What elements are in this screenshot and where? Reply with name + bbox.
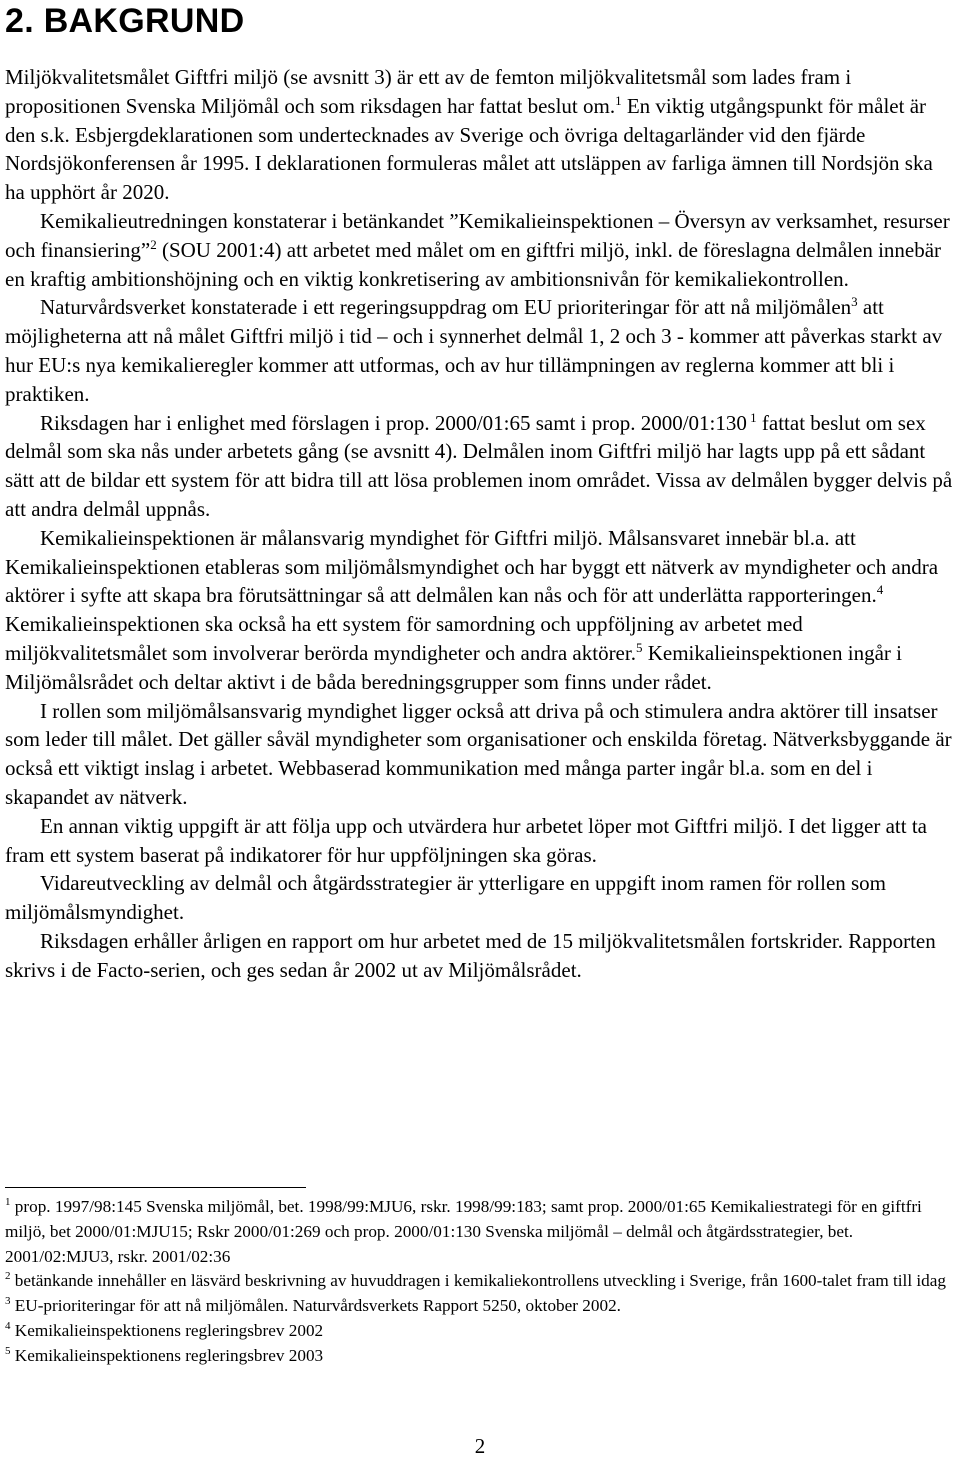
body-paragraph bbox=[5, 927, 953, 985]
paragraph-text: Kemikalieinspektionen är målansvarig myndighet för Giftfri miljö. Målsansvaret innebär bl.a. att Kemikalieinspektionen etableras som miljömålsmyndighet och har byggt ett nätverk av myndigheter och andra aktörer i syfte att skapa bra förutsättningar så att delmålen kan nås och för att underlätta rapporteringen. bbox=[5, 525, 939, 608]
document-page bbox=[5, 0, 953, 985]
paragraph-text: En viktig utgångspunkt för målet är den s.k. Esbjergdeklarationen som undertecknades av Sverige och övriga deltagarländer vid den fjärde Nordsjökonferensen år 1995. I deklarationen formuleras målet att utsläppen av farliga ämnen till Nordsjön ska ha upphört år 2020. bbox=[5, 93, 933, 205]
paragraph-text: En annan viktig uppgift är att följa upp och utvärdera hur arbetet löper mot Giftfri miljö. I det ligger att ta fram ett system baserat på indikatorer för hur uppföljningen ska göras. bbox=[5, 813, 927, 867]
body-paragraph bbox=[5, 409, 953, 524]
footnote-text: Kemikalieinspektionens regleringsbrev 2003 bbox=[10, 1345, 324, 1365]
body-paragraph bbox=[5, 812, 953, 870]
footnote bbox=[5, 1294, 953, 1319]
footnote bbox=[5, 1195, 953, 1269]
section-title: 2. BAKGRUND bbox=[5, 2, 245, 40]
footnote-marker: 2 bbox=[5, 1270, 11, 1283]
footnote-marker: 1 bbox=[5, 1196, 11, 1208]
body-paragraph bbox=[5, 293, 953, 408]
paragraph-text: fattat beslut om sex delmål som ska nås under arbetets gång (se avsnitt 4). Delmålen inom Giftfri miljö har lagts upp på ett sådant sätt att de bildar ett system för att bidra till att lösa problemen inom området. Vissa av delmålen bygger delvis på att andra delmål uppnås. bbox=[5, 410, 953, 521]
footnote bbox=[5, 1319, 953, 1344]
footnote-text: betänkande innehåller en läsvärd beskrivning av huvuddragen i kemikaliekontrollens utveckling i Sverige, från 1600-talet fram till idag bbox=[10, 1271, 946, 1291]
page-number: 2 bbox=[474, 1434, 486, 1458]
footnote-reference: 1 bbox=[746, 409, 757, 425]
footnote-reference: 2 bbox=[150, 236, 157, 252]
paragraph-text: Kemikalieinspektionen ingår i Miljömålsrådet och deltar aktivt i de båda beredningsgrupper som finns under rådet. bbox=[5, 640, 902, 694]
footnote-reference: 5 bbox=[635, 639, 643, 655]
footnote-reference: 3 bbox=[851, 294, 858, 310]
paragraph-text: Vidareutveckling av delmål och åtgärdsstrategier är ytterligare en uppgift inom ramen för rollen som miljömålsmyndighet. bbox=[5, 871, 887, 925]
body-paragraph bbox=[5, 524, 953, 697]
footnotes bbox=[5, 1195, 953, 1369]
footnote bbox=[5, 1269, 953, 1294]
body-paragraph bbox=[5, 63, 953, 207]
paragraph-text: Kemikalieinspektionen ska också ha ett system för samordning och uppföljning av arbetet med miljökvalitetsmålet som involverar berörda myndigheter och andra aktörer. bbox=[5, 612, 803, 665]
footnote-text: prop. 1997/98:145 Svenska miljömål, bet. 1998/99:MJU6, rskr. 1998/99:183; samt prop. 2000/01:65 Kemikaliestrategi för en giftfri miljö, bet 2000/01:MJU15; Rskr 2000/01:269 och prop. 2000/01:130 Svenska miljömål – delmål och åtgärdsstrategier, bet. 2001/02:MJU3, rskr. 2001/02:36 bbox=[5, 1197, 922, 1266]
paragraph-text: Riksdagen har i enlighet med förslagen i prop. 2000/01:65 samt i prop. 2000/01:130 bbox=[40, 410, 747, 435]
body-paragraph bbox=[5, 869, 953, 927]
footnote-reference: 1 bbox=[615, 92, 622, 108]
paragraph-text: (SOU 2001:4) att arbetet med målet om en giftfri miljö, inkl. de föreslagna delmålen innebär en kraftig ambitionshöjning och en viktig konkretisering av ambitionsnivån för kemikaliekontrollen. bbox=[5, 237, 942, 291]
footnote-marker: 3 bbox=[5, 1295, 11, 1308]
paragraph-text: Kemikalieutredningen konstaterar i betänkandet ”Kemikalieinspektionen – Översyn av verksamhet, resurser och finansiering” bbox=[5, 208, 950, 262]
footnote-marker: 5 bbox=[5, 1344, 11, 1357]
body-text bbox=[5, 63, 953, 985]
footnote-marker: 4 bbox=[5, 1319, 11, 1332]
paragraph-text: Miljökvalitetsmålet Giftfri miljö (se avsnitt 3) är ett av de femton miljökvalitetsmål som lades fram i propositionen Svenska Miljömål och som riksdagen har fattat beslut om. bbox=[5, 65, 852, 118]
footnote-text: EU-prioriteringar för att nå miljömålen. Naturvårdsverkets Rapport 5250, oktober 2002. bbox=[10, 1296, 621, 1316]
paragraph-text: att möjligheterna att nå målet Giftfri miljö i tid – och i synnerhet delmål 1, 2 och 3 - kommer att påverkas starkt av hur EU:s nya kemikalieregler kommer att utformas, och av hur tillämpningen av reglerna kommer att bli i praktiken. bbox=[5, 295, 943, 406]
footnote-separator bbox=[5, 1187, 306, 1188]
body-paragraph bbox=[5, 207, 953, 293]
footnote bbox=[5, 1344, 953, 1369]
body-paragraph bbox=[5, 697, 953, 812]
footnote-reference: 4 bbox=[876, 582, 884, 598]
paragraph-text: Naturvårdsverket konstaterade i ett regeringsuppdrag om EU prioriteringar för att nå miljömålen bbox=[40, 295, 852, 320]
footnote-text: Kemikalieinspektionens regleringsbrev 2002 bbox=[10, 1320, 324, 1340]
paragraph-text: I rollen som miljömålsansvarig myndighet ligger också att driva på och stimulera andra aktörer till insatser som leder till målet. Det gäller såväl myndigheter som organisationer och enskilda företag. Nätverksbyggande är också ett viktigt inslag i arbetet. Webbaserad kommunikation med många parter ingår bl.a. som en del i skapandet av nätverk. bbox=[5, 698, 952, 809]
paragraph-text: Riksdagen erhåller årligen en rapport om hur arbetet med de 15 miljökvalitetsmålen fortskrider. Rapporten skrivs i de Facto-serien, och ges sedan år 2002 ut av Miljömålsrådet. bbox=[5, 928, 936, 982]
